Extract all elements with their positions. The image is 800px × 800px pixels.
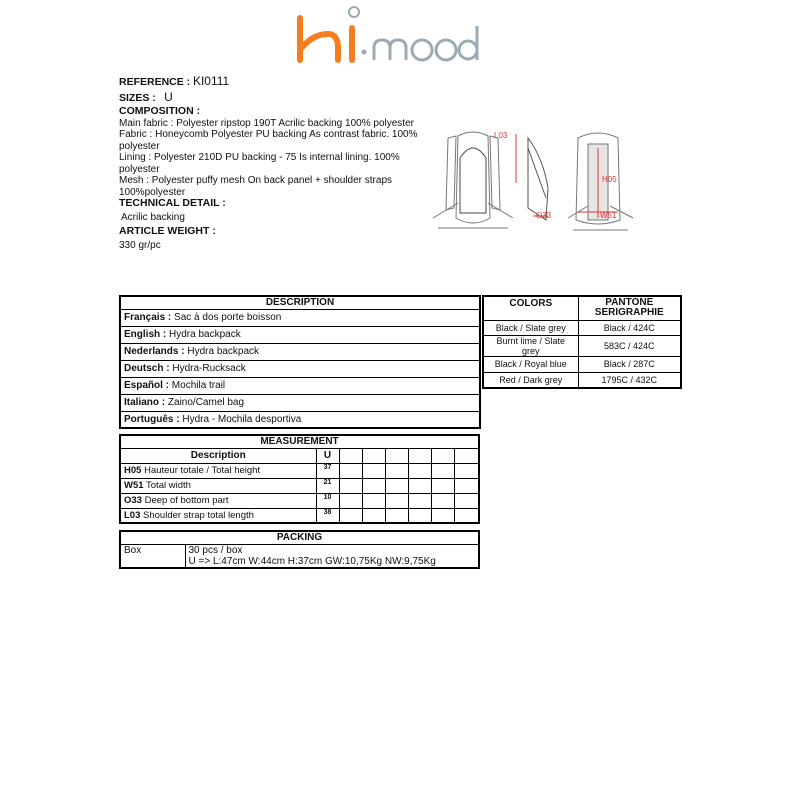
table-row	[120, 377, 480, 394]
measure-value: 37	[316, 463, 339, 478]
table-row	[120, 394, 480, 411]
lang-text: Zaino/Camel bag	[167, 397, 245, 408]
table-row	[120, 360, 480, 377]
technical-label: TECHNICAL DETAIL :	[119, 197, 226, 209]
pantone-header: PANTONE SERIGRAPHIE	[578, 296, 681, 320]
packing-type: Box	[120, 544, 185, 568]
table-row	[483, 372, 681, 388]
lang-label: English :	[124, 329, 167, 340]
color-name: Red / Dark grey	[483, 372, 578, 388]
description-table	[119, 295, 481, 429]
lang-label: Français :	[124, 312, 172, 323]
weight-label: ARTICLE WEIGHT :	[119, 225, 216, 237]
backpack-technical-drawing	[428, 128, 668, 240]
packing-title: PACKING	[120, 531, 479, 544]
table-row	[120, 493, 479, 508]
composition-line: Fabric : Honeycomb Polyester PU backing As contrast fabric. 100% polyester	[119, 129, 418, 152]
measure-code: W51	[124, 480, 144, 491]
pantone-value: 1795C / 432C	[578, 372, 681, 388]
pantone-value: Black / 287C	[578, 357, 681, 373]
packing-table	[119, 530, 480, 569]
kimood-logo	[292, 4, 482, 66]
lang-label: Nederlands :	[124, 346, 185, 357]
technical-value: Acrilic backing	[121, 211, 185, 223]
measure-value: 38	[316, 508, 339, 523]
lang-label: Deutsch :	[124, 363, 170, 374]
sizes-label: SIZES :	[119, 91, 156, 104]
lang-text: Sac à dos porte boisson	[174, 312, 282, 323]
packing-dimensions: U => L:47cm W:44cm H:37cm GW:10,75Kg NW:9,75Kg	[188, 555, 436, 567]
table-row	[120, 478, 479, 493]
table-row	[120, 463, 479, 478]
reference-label: REFERENCE :	[119, 76, 191, 88]
measure-label: Total width	[146, 480, 191, 491]
lang-label: Italiano :	[124, 397, 166, 408]
color-name: Burnt lime / Slate grey	[483, 336, 578, 357]
lang-label: Português :	[124, 413, 180, 425]
lang-text: Hydra backpack	[169, 329, 241, 340]
table-row	[483, 357, 681, 373]
color-name: Black / Slate grey	[483, 320, 578, 336]
reference-value: KI0111	[192, 74, 230, 88]
lang-text: Hydra backpack	[187, 346, 260, 357]
composition-label: COMPOSITION :	[119, 105, 201, 117]
colors-header: COLORS	[483, 296, 578, 320]
size-col-header: U	[316, 448, 339, 463]
table-row	[120, 309, 480, 326]
composition-line: Lining : Polyester 210D PU backing - 75 Is internal lining. 100% polyester	[119, 152, 400, 175]
pantone-value: Black / 424C	[578, 320, 681, 336]
measure-code: L03	[124, 509, 141, 521]
measurement-title: MEASUREMENT	[120, 435, 479, 448]
description-col-header: Description	[120, 448, 316, 463]
lang-text: Hydra-Rucksack	[172, 363, 246, 374]
description-title: DESCRIPTION	[120, 296, 480, 309]
lang-text: Mochila trail	[171, 380, 226, 391]
drawing-label-o33: O33	[536, 211, 552, 220]
lang-label: Español :	[124, 380, 170, 391]
table-row	[120, 326, 480, 343]
colors-table	[482, 295, 682, 389]
measure-label: Hauteur totale / Total height	[144, 465, 261, 476]
measure-value: 21	[316, 478, 339, 493]
table-row	[120, 343, 480, 360]
measure-label: Deep of bottom part	[144, 495, 229, 506]
pantone-value: 583C / 424C	[578, 336, 681, 357]
product-info	[119, 76, 419, 251]
table-row	[483, 336, 681, 357]
drawing-label-w51: W51	[600, 211, 617, 220]
drawing-label-h05: H05	[602, 175, 617, 184]
sizes-value: U	[164, 89, 173, 104]
lang-text: Hydra - Mochila desportiva	[182, 413, 302, 425]
drawing-label-l03: L03	[494, 131, 508, 140]
weight-value: 330 gr/pc	[119, 239, 161, 251]
packing-qty: 30 pcs / box	[188, 544, 243, 556]
measure-value: 10	[316, 493, 339, 508]
measure-code: H05	[124, 465, 142, 476]
measure-code: O33	[124, 495, 142, 506]
composition-line: Mesh : Polyester puffy mesh On back panel + shoulder straps 100%polyester	[119, 175, 393, 198]
measurement-table	[119, 434, 480, 524]
table-row	[483, 320, 681, 336]
table-row	[120, 508, 479, 523]
table-row	[120, 411, 480, 428]
measure-label: Shoulder strap total length	[143, 509, 254, 521]
color-name: Black / Royal blue	[483, 357, 578, 373]
composition-line: Main fabric : Polyester ripstop 190T Acrilic backing 100% polyester	[119, 117, 414, 129]
